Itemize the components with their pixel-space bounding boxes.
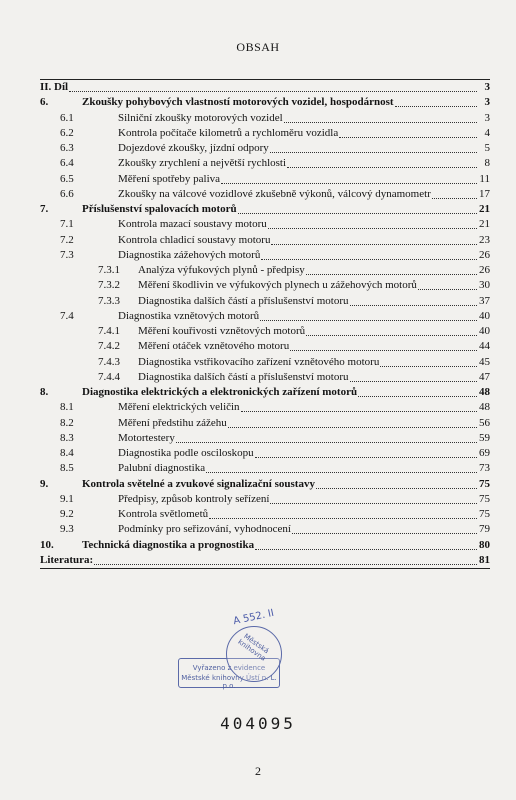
- toc-entry-page: 79: [479, 523, 490, 536]
- toc-entry-title: Měření předstihu zážehu: [118, 416, 227, 429]
- toc-entry: [40, 263, 490, 278]
- toc-entry-page: 3: [484, 96, 490, 109]
- toc-entry: [40, 248, 490, 263]
- stamp-line-1: Vyřazeno z evidence: [192, 664, 266, 672]
- toc-entry-page: 4: [484, 126, 490, 139]
- toc-entry-title: Palubní diagnostika: [118, 462, 206, 475]
- toc-entry-number: 9.3: [60, 523, 74, 536]
- toc-leader-dots: [255, 447, 477, 458]
- toc-leader-dots: [350, 295, 478, 306]
- toc-entry-page: 17: [479, 187, 490, 200]
- toc-entry: [40, 507, 490, 522]
- toc-entry-title: Diagnostika zážehových motorů: [118, 248, 261, 261]
- toc-entry-page: 26: [479, 248, 490, 261]
- toc-entry-number: 9.1: [60, 492, 74, 505]
- toc-entry-number: 7.3.2: [98, 279, 120, 292]
- toc-entry-title: Kontrola mazací soustavy motoru: [118, 218, 267, 231]
- toc-entry: [40, 233, 490, 248]
- toc-entry-page: 30: [479, 279, 490, 292]
- toc-entry: [40, 431, 490, 446]
- toc-leader-dots: [221, 173, 477, 184]
- toc-entry-page: 8: [484, 157, 490, 170]
- toc-entry-title: Silniční zkoušky motorových vozidel: [118, 111, 283, 124]
- toc-entry: [40, 278, 490, 293]
- toc-entry-page: 40: [479, 309, 490, 322]
- toc-entry-number: 10.: [40, 538, 54, 551]
- toc-leader-dots: [228, 417, 477, 428]
- toc-entry: [40, 202, 490, 217]
- toc-entry-number: 7.4.2: [98, 340, 120, 353]
- toc-leader-dots: [316, 478, 477, 489]
- toc-entry-title: Měření otáček vznětového motoru: [138, 340, 290, 353]
- toc-entry-number: 7.: [40, 203, 49, 215]
- toc-leader-dots: [380, 356, 477, 367]
- toc-entry-page: 37: [479, 294, 490, 307]
- toc-entry-page: 56: [479, 416, 490, 429]
- toc-entry: [40, 156, 490, 171]
- toc-entry-page: 21: [479, 203, 490, 215]
- toc-entry-number: 7.3.3: [98, 294, 120, 307]
- toc-leader-dots: [209, 508, 477, 519]
- toc-entry: [40, 95, 490, 110]
- toc-leader-dots: [306, 325, 477, 336]
- toc-entry-title: Kontrola světlometů: [118, 508, 209, 520]
- toc-entry: [40, 553, 490, 569]
- toc-leader-dots: [260, 310, 477, 321]
- toc-entry-number: 8.1: [60, 401, 74, 414]
- toc-entry: [40, 294, 490, 309]
- toc-entry-page: 3: [484, 81, 490, 93]
- toc-leader-dots: [395, 96, 477, 107]
- toc-entry-page: 40: [479, 325, 490, 337]
- toc-entry: [40, 126, 490, 141]
- toc-entry-page: 73: [479, 462, 490, 475]
- toc-leader-dots: [350, 371, 478, 382]
- toc-leader-dots: [69, 81, 477, 92]
- toc-leader-dots: [271, 234, 477, 245]
- toc-entry-title: Kontrola světelné a zvukové signalizační soustavy: [82, 477, 315, 490]
- toc-entry-title: Zkoušky na válcové vozidlové zkušebně výkonů, válcový dynamometr: [118, 187, 431, 200]
- toc-leader-dots: [176, 432, 477, 443]
- toc-entry-page: 69: [479, 447, 490, 459]
- toc-entry: [40, 339, 490, 354]
- toc-entry-number: 8.3: [60, 431, 74, 444]
- handwritten-note: A 552. II: [232, 607, 276, 628]
- toc-entry-page: 5: [484, 142, 490, 154]
- toc-entry-number: 7.2: [60, 233, 74, 246]
- toc-entry-page: 59: [479, 431, 490, 444]
- toc-entry-title: Technická diagnostika a prognostika: [82, 538, 255, 551]
- toc-leader-dots: [261, 249, 477, 260]
- toc-leader-dots: [418, 279, 477, 290]
- toc-entry: [40, 385, 490, 400]
- toc-entry: [40, 141, 490, 156]
- toc-entry-title: Diagnostika dalších částí a příslušenství motoru: [138, 370, 349, 383]
- toc-entry: [40, 79, 490, 95]
- toc-entry: [40, 538, 490, 553]
- toc-entry-title: Měření škodlivin ve výfukových plynech u zážehových motorů: [138, 279, 417, 292]
- toc-entry-number: 7.3: [60, 248, 74, 261]
- toc-entry: [40, 461, 490, 476]
- toc-entry-number: 9.: [40, 477, 49, 490]
- toc-entry: [40, 324, 490, 339]
- toc-leader-dots: [358, 386, 477, 397]
- toc-entry-title: Diagnostika elektrických a elektronických zařízení motorů: [82, 386, 358, 398]
- toc-entry-number: 7.4.3: [98, 355, 120, 368]
- toc-entry: [40, 111, 490, 126]
- toc-entry-number: 7.4.1: [98, 325, 120, 337]
- toc-entry-title: Diagnostika vznětových motorů: [118, 309, 260, 322]
- toc-leader-dots: [206, 462, 477, 473]
- page-title: OBSAH: [236, 40, 280, 54]
- toc-leader-dots: [270, 493, 477, 504]
- toc-leader-dots: [432, 188, 477, 199]
- toc-entry-page: 3: [484, 111, 490, 124]
- toc-leader-dots: [339, 127, 477, 138]
- toc-leader-dots: [287, 157, 477, 168]
- toc-entry-title: Měření kouřivosti vznětových motorů: [138, 325, 306, 337]
- toc-entry-number: 6.6: [60, 187, 74, 200]
- toc-entry-title: Měření spotřeby paliva: [118, 172, 221, 185]
- toc-leader-dots: [292, 523, 477, 534]
- toc-entry-number: 6.: [40, 96, 49, 109]
- toc-entry-title: Dojezdové zkoušky, jízdní odpory: [118, 142, 269, 154]
- toc-entry-title: Předpisy, způsob kontroly seřízení: [118, 492, 270, 505]
- toc-entry-number: 9.2: [60, 508, 74, 520]
- toc-entry: [40, 446, 490, 461]
- toc-entry-title: Analýza výfukových plynů - předpisy: [138, 264, 305, 276]
- toc-entry: [40, 492, 490, 507]
- toc-leader-dots: [255, 539, 477, 550]
- toc-entry-page: 44: [479, 340, 490, 353]
- toc-leader-dots: [306, 264, 477, 275]
- toc-entry: [40, 416, 490, 431]
- toc-entry-page: 47: [479, 370, 490, 383]
- toc-entry-number: II. Díl: [40, 81, 69, 93]
- toc-entry-page: 80: [479, 538, 490, 551]
- toc-entry-page: 75: [479, 477, 490, 490]
- toc-entry-page: 45: [479, 355, 490, 368]
- library-round-stamp: [226, 626, 282, 682]
- toc-leader-dots: [284, 112, 477, 123]
- toc-entry-number: 7.4.4: [98, 370, 120, 383]
- toc-entry: [40, 187, 490, 202]
- toc-entry-page: 48: [479, 401, 490, 414]
- toc-entry-title: Zkoušky zrychlení a největší rychlosti: [118, 157, 287, 170]
- toc-entry-title: Diagnostika vstřikovacího zařízení vznětového motoru: [138, 355, 380, 368]
- inventory-number: 404095: [220, 714, 296, 733]
- toc-entry-number: 6.2: [60, 126, 74, 139]
- toc-entry-title: Měření elektrických veličin: [118, 401, 240, 414]
- toc-entry-title: Diagnostika podle osciloskopu: [118, 447, 254, 459]
- page-number: 2: [255, 764, 261, 778]
- toc-entry: [40, 522, 490, 537]
- toc-entry-number: 7.3.1: [98, 264, 120, 276]
- toc-entry-title: Příslušenství spalovacích motorů: [82, 203, 237, 215]
- toc-entry-number: 8.: [40, 386, 49, 398]
- stamp-circle-text: Městská knihovna: [236, 632, 271, 663]
- toc-entry-page: 81: [479, 553, 490, 566]
- toc-entry-page: 26: [479, 264, 490, 276]
- toc-entry: [40, 400, 490, 415]
- toc-entry-number: 6.4: [60, 157, 74, 170]
- toc-entry: [40, 477, 490, 492]
- toc-leader-dots: [238, 203, 477, 214]
- toc-leader-dots: [268, 218, 477, 229]
- toc-entry-title: Diagnostika dalších částí a příslušenství motoru: [138, 294, 349, 307]
- toc-entry-number: 6.5: [60, 172, 74, 185]
- toc-leader-dots: [290, 340, 477, 351]
- stamp-line-2: Městské knihovny Ústí n. L. p.o.: [181, 674, 277, 690]
- toc-entry-number: 8.5: [60, 462, 74, 475]
- toc-entry-page: 75: [479, 492, 490, 505]
- toc-entry-title: Motortestery: [118, 431, 175, 444]
- toc-entry: [40, 370, 490, 385]
- toc-entry-number: 6.3: [60, 142, 74, 154]
- toc-entry-page: 21: [479, 218, 490, 231]
- toc-entry: [40, 217, 490, 232]
- toc-leader-dots: [270, 142, 477, 153]
- toc-entry-title: Kontrola počítače kilometrů a rychloměru vozidla: [118, 126, 339, 139]
- toc-entry-number: 6.1: [60, 111, 74, 124]
- toc-entry: [40, 172, 490, 187]
- toc-leader-dots: [241, 401, 477, 412]
- toc-entry-title: Kontrola chladicí soustavy motoru: [118, 233, 271, 246]
- toc-entry-title: Podmínky pro seřizování, vyhodnocení: [118, 523, 291, 536]
- toc-leader-dots: [94, 554, 477, 565]
- toc-entry-number: 8.4: [60, 447, 74, 459]
- toc-entry-number: 8.2: [60, 416, 74, 429]
- toc-entry-number: 7.4: [60, 309, 74, 322]
- toc-entry-number: 7.1: [60, 218, 74, 231]
- toc-entry-page: 11: [479, 172, 490, 185]
- toc-entry: [40, 309, 490, 324]
- toc-entry-page: 48: [479, 386, 490, 398]
- toc-entry-page: 75: [479, 508, 490, 520]
- toc-entry-title: Zkoušky pohybových vlastností motorových vozidel, hospodárnost: [82, 96, 394, 109]
- toc-entry-page: 23: [479, 233, 490, 246]
- toc-entry: [40, 355, 490, 370]
- toc-entry-number: Literatura:: [40, 553, 94, 566]
- table-of-contents: [40, 79, 490, 569]
